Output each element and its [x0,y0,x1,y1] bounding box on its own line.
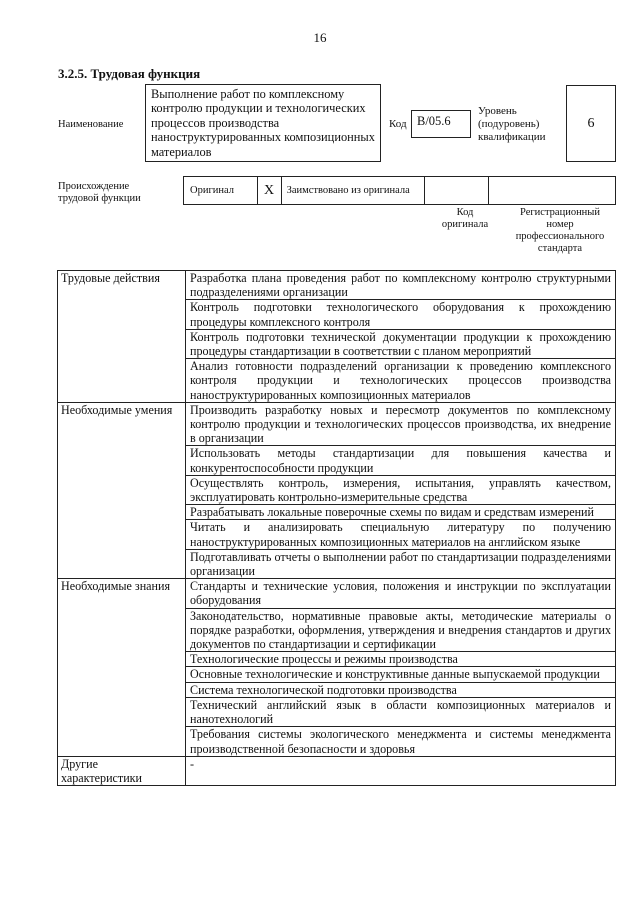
level-label-line: квалификации [478,131,546,143]
origin-mark-cell: X [258,177,282,204]
item-cell: Разрабатывать локальные поверочные схемы по видам и средствам измерений [186,505,616,520]
item-cell: Использовать методы стандартизации для повышения качества и конкурентоспособности продукции [186,446,616,475]
table-row [58,271,616,300]
item-cell: Основные технологические и конструктивные данные выпускаемой продукции [186,667,616,682]
caption-line: Регистрационный [520,207,600,218]
origin-borrowed-cell: Заимствовано из оригинала [282,177,425,204]
table-row [58,579,616,608]
item-cell: Технологические процессы и режимы производства [186,652,616,667]
code-original-caption [440,207,490,231]
item-cell: Осуществлять контроль, измерения, испытания, управлять качеством, эксплуатировать контрольно-измерительные средства [186,475,616,504]
item-cell: Законодательство, нормативные правовые акты, методические материалы о порядке разработки, оформления, утверждения и внедрения стандартов и других документов по стандартизации и сертификации [186,608,616,652]
caption-line: оригинала [441,219,489,230]
table-row [58,756,616,785]
section-heading: 3.2.5. Трудовая функция [58,66,201,81]
item-cell: Читать и анализировать специальную литературу по получению наноструктурированных композиционных материалов на английском языке [186,520,616,549]
category-cell: Необходимые умения [58,402,186,578]
origin-label [58,181,141,205]
item-cell: Разработка плана проведения работ по комплексному контролю структурными подразделениями организации [186,271,616,300]
function-details-table [57,270,616,786]
origin-label-line: Происхождение [58,181,130,192]
origin-label-line: трудовой функции [58,193,141,204]
code-label: Код [389,118,407,130]
category-cell: Трудовые действия [58,271,186,403]
item-cell: Анализ готовности подразделений организации к проведению комплексного контроля продукции и технологических процессов производства наноструктурированных композиционных материалов [186,359,616,403]
qualification-level-box: 6 [566,85,616,162]
caption-line: стандарта [537,243,583,254]
origin-row [183,176,616,205]
caption-line: профессионального [515,231,605,242]
item-cell: Подготавливать отчеты о выполнении работ по стандартизации подразделениями организации [186,549,616,578]
level-label-line: Уровень [478,105,517,117]
item-cell: Стандарты и технические условия, положения и инструкции по эксплуатации оборудования [186,579,616,608]
item-cell: Система технологической подготовки производства [186,682,616,697]
origin-code-cell [425,177,489,204]
origin-original-cell: Оригинал [184,177,258,204]
category-cell: Другие характеристики [58,756,186,785]
qualification-level-label [478,105,545,144]
item-cell: Требования системы экологического менеджмента и системы менеджмента производственной безопасности и здоровья [186,727,616,756]
caption-line: номер [546,219,574,230]
item-cell: Контроль подготовки технологического оборудования к прохождению процедуры комплексного контроля [186,300,616,329]
origin-regnum-cell [489,177,615,204]
page-number: 16 [313,30,327,45]
category-cell: Необходимые знания [58,579,186,756]
code-value-box: B/05.6 [411,110,471,138]
item-cell: - [186,756,616,785]
name-label: Наименование [58,119,124,130]
item-cell: Контроль подготовки технической документации продукции к прохождению процедуры стандартизации в соответствии с планом мероприятий [186,329,616,358]
level-label-line: (подуровень) [478,118,540,130]
function-name-box: Выполнение работ по комплексному контролю продукции и технологических процессов производства наноструктурированных композиционных материалов [145,84,381,162]
item-cell: Технический английский язык в области композиционных материалов и нанотехнологий [186,697,616,726]
item-cell: Производить разработку новых и пересмотр документов по комплексному контролю продукции и технологических процессов производства, их внедрение в организации [186,402,616,446]
reg-number-caption [510,207,610,255]
caption-line: Код [456,207,474,218]
table-row [58,402,616,446]
